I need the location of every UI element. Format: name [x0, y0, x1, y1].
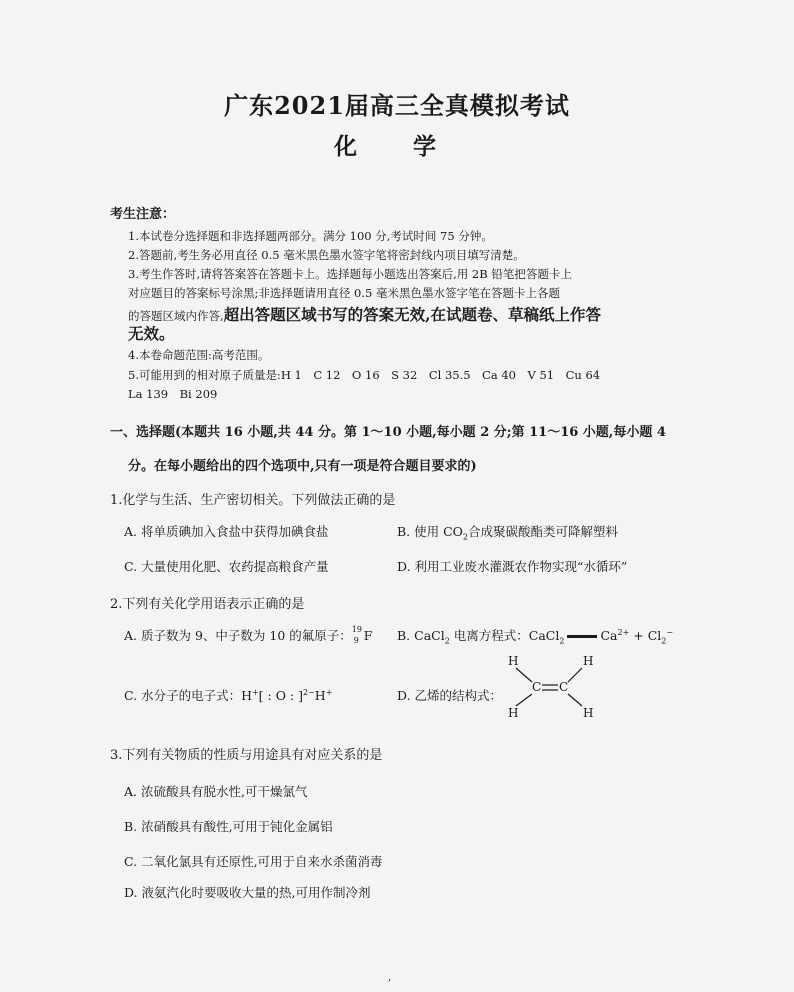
- atom-c2: C: [559, 680, 569, 694]
- product-ion: + Cl: [629, 628, 662, 643]
- notice-item-1: 1.本试卷分选择题和非选择题两部分。满分 100 分,考试时间 75 分钟。: [128, 229, 493, 243]
- question-2-option-b: [397, 626, 673, 646]
- question-2-option-c: [124, 686, 332, 704]
- section-heading-cont: 分。在每小题给出的四个选项中,只有一项是符合题目要求的): [128, 459, 477, 474]
- notice-bold-warning: 超出答题区域书写的答案无效,在试题卷、草稿纸上作答: [223, 305, 602, 324]
- option-text: A. 质子数为 9、中子数为 10 的氟原子：: [124, 628, 352, 643]
- question-1-option-d: D. 利用工业废水灌溉农作物实现“水循环”: [397, 559, 628, 574]
- element-symbol: F: [363, 628, 373, 643]
- notice-text: 的答题区域内作答,: [128, 309, 224, 323]
- subscript: 2: [559, 636, 565, 646]
- question-3-option-b: B. 浓硝酸具有酸性,可用于钝化金属铝: [124, 819, 333, 834]
- mass-number: 19: [351, 624, 362, 634]
- question-3-option-c: C. 二氧化氯具有还原性,可用于自来水杀菌消毒: [124, 854, 383, 869]
- notice-item-5-cont: La 139 Bi 209: [128, 387, 218, 401]
- question-1-option-a: A. 将单质碘加入食盐中获得加碘食盐: [124, 524, 329, 539]
- question-1-stem: 1.化学与生活、生产密切相关。下列做法正确的是: [110, 493, 396, 508]
- option-text: C. 水分子的电子式：H: [124, 688, 252, 703]
- product-ion: Ca: [600, 628, 618, 643]
- option-text: 电离方程式：CaCl: [449, 628, 560, 643]
- option-text: B. CaCl: [397, 628, 445, 643]
- subscript: 2: [661, 636, 667, 646]
- notice-item-2: 2.答题前,考生务必用直径 0.5 毫米黑色墨水签字笔将密封线内项目填写清楚。: [128, 248, 525, 262]
- atom-h4: H: [583, 706, 594, 720]
- equation-arrow: [567, 635, 597, 638]
- option-text: 合成聚碳酸酯类可降解塑料: [468, 524, 619, 539]
- question-2-option-a: [124, 626, 372, 644]
- option-text: [ : O : ]: [258, 688, 303, 703]
- atom-h1: H: [508, 654, 519, 668]
- subscript: 2: [462, 532, 469, 542]
- superscript: +: [251, 687, 259, 697]
- isotope-notation: [351, 624, 364, 645]
- notice-item-4: 4.本卷命题范围:高考范围。: [128, 348, 270, 362]
- superscript: 2+: [617, 627, 630, 637]
- page-title: 广东2021届高三全真模拟考试: [224, 91, 570, 120]
- ethylene-structure: [500, 654, 600, 722]
- question-2-option-d: D. 乙烯的结构式：: [397, 688, 503, 703]
- notice-item-3-cont: 对应题目的答案标号涂黑;非选择题请用直径 0.5 毫米黑色墨水签字笔在答题卡上各题: [128, 286, 560, 300]
- notice-item-3-end: 无效。: [128, 324, 175, 343]
- question-3-stem: 3.下列有关物质的性质与用途具有对应关系的是: [110, 748, 383, 763]
- question-1-option-c: C. 大量使用化肥、农药提高粮食产量: [124, 559, 329, 574]
- superscript: −: [666, 627, 674, 637]
- subject-title: 化 学: [333, 133, 460, 160]
- atom-c1: C: [532, 680, 542, 694]
- question-1-option-b: [397, 522, 618, 542]
- atom-h3: H: [508, 706, 519, 720]
- question-3-option-a: A. 浓硫酸具有脱水性,可干燥氯气: [124, 784, 308, 799]
- notice-item-3-cont2: [128, 303, 601, 325]
- footer-mark: ,: [388, 972, 392, 983]
- notice-heading: 考生注意：: [110, 207, 176, 222]
- atom-h2: H: [583, 654, 594, 668]
- section-heading: 一、选择题(本题共 16 小题,共 44 分。第 1～10 小题,每小题 2 分;第 11～16 小题,每小题 4: [110, 425, 666, 440]
- question-2-stem: 2.下列有关化学用语表示正确的是: [110, 597, 305, 612]
- superscript: 2−: [303, 687, 315, 697]
- notice-item-3: 3.考生作答时,请将答案答在答题卡上。选择题每小题选出答案后,用 2B 铅笔把答题卡上: [128, 267, 572, 281]
- superscript: +: [325, 687, 333, 697]
- atomic-number: 9: [353, 635, 359, 645]
- option-text: H: [314, 688, 326, 703]
- option-text: B. 使用 CO: [397, 524, 463, 539]
- question-3-option-d: D. 液氨汽化时要吸收大量的热,可用作制冷剂: [124, 885, 371, 900]
- subscript: 2: [444, 636, 450, 646]
- notice-item-5: 5.可能用到的相对原子质量是:H 1 C 12 O 16 S 32 Cl 35.5 Ca 40 V 51 Cu 64: [128, 368, 601, 382]
